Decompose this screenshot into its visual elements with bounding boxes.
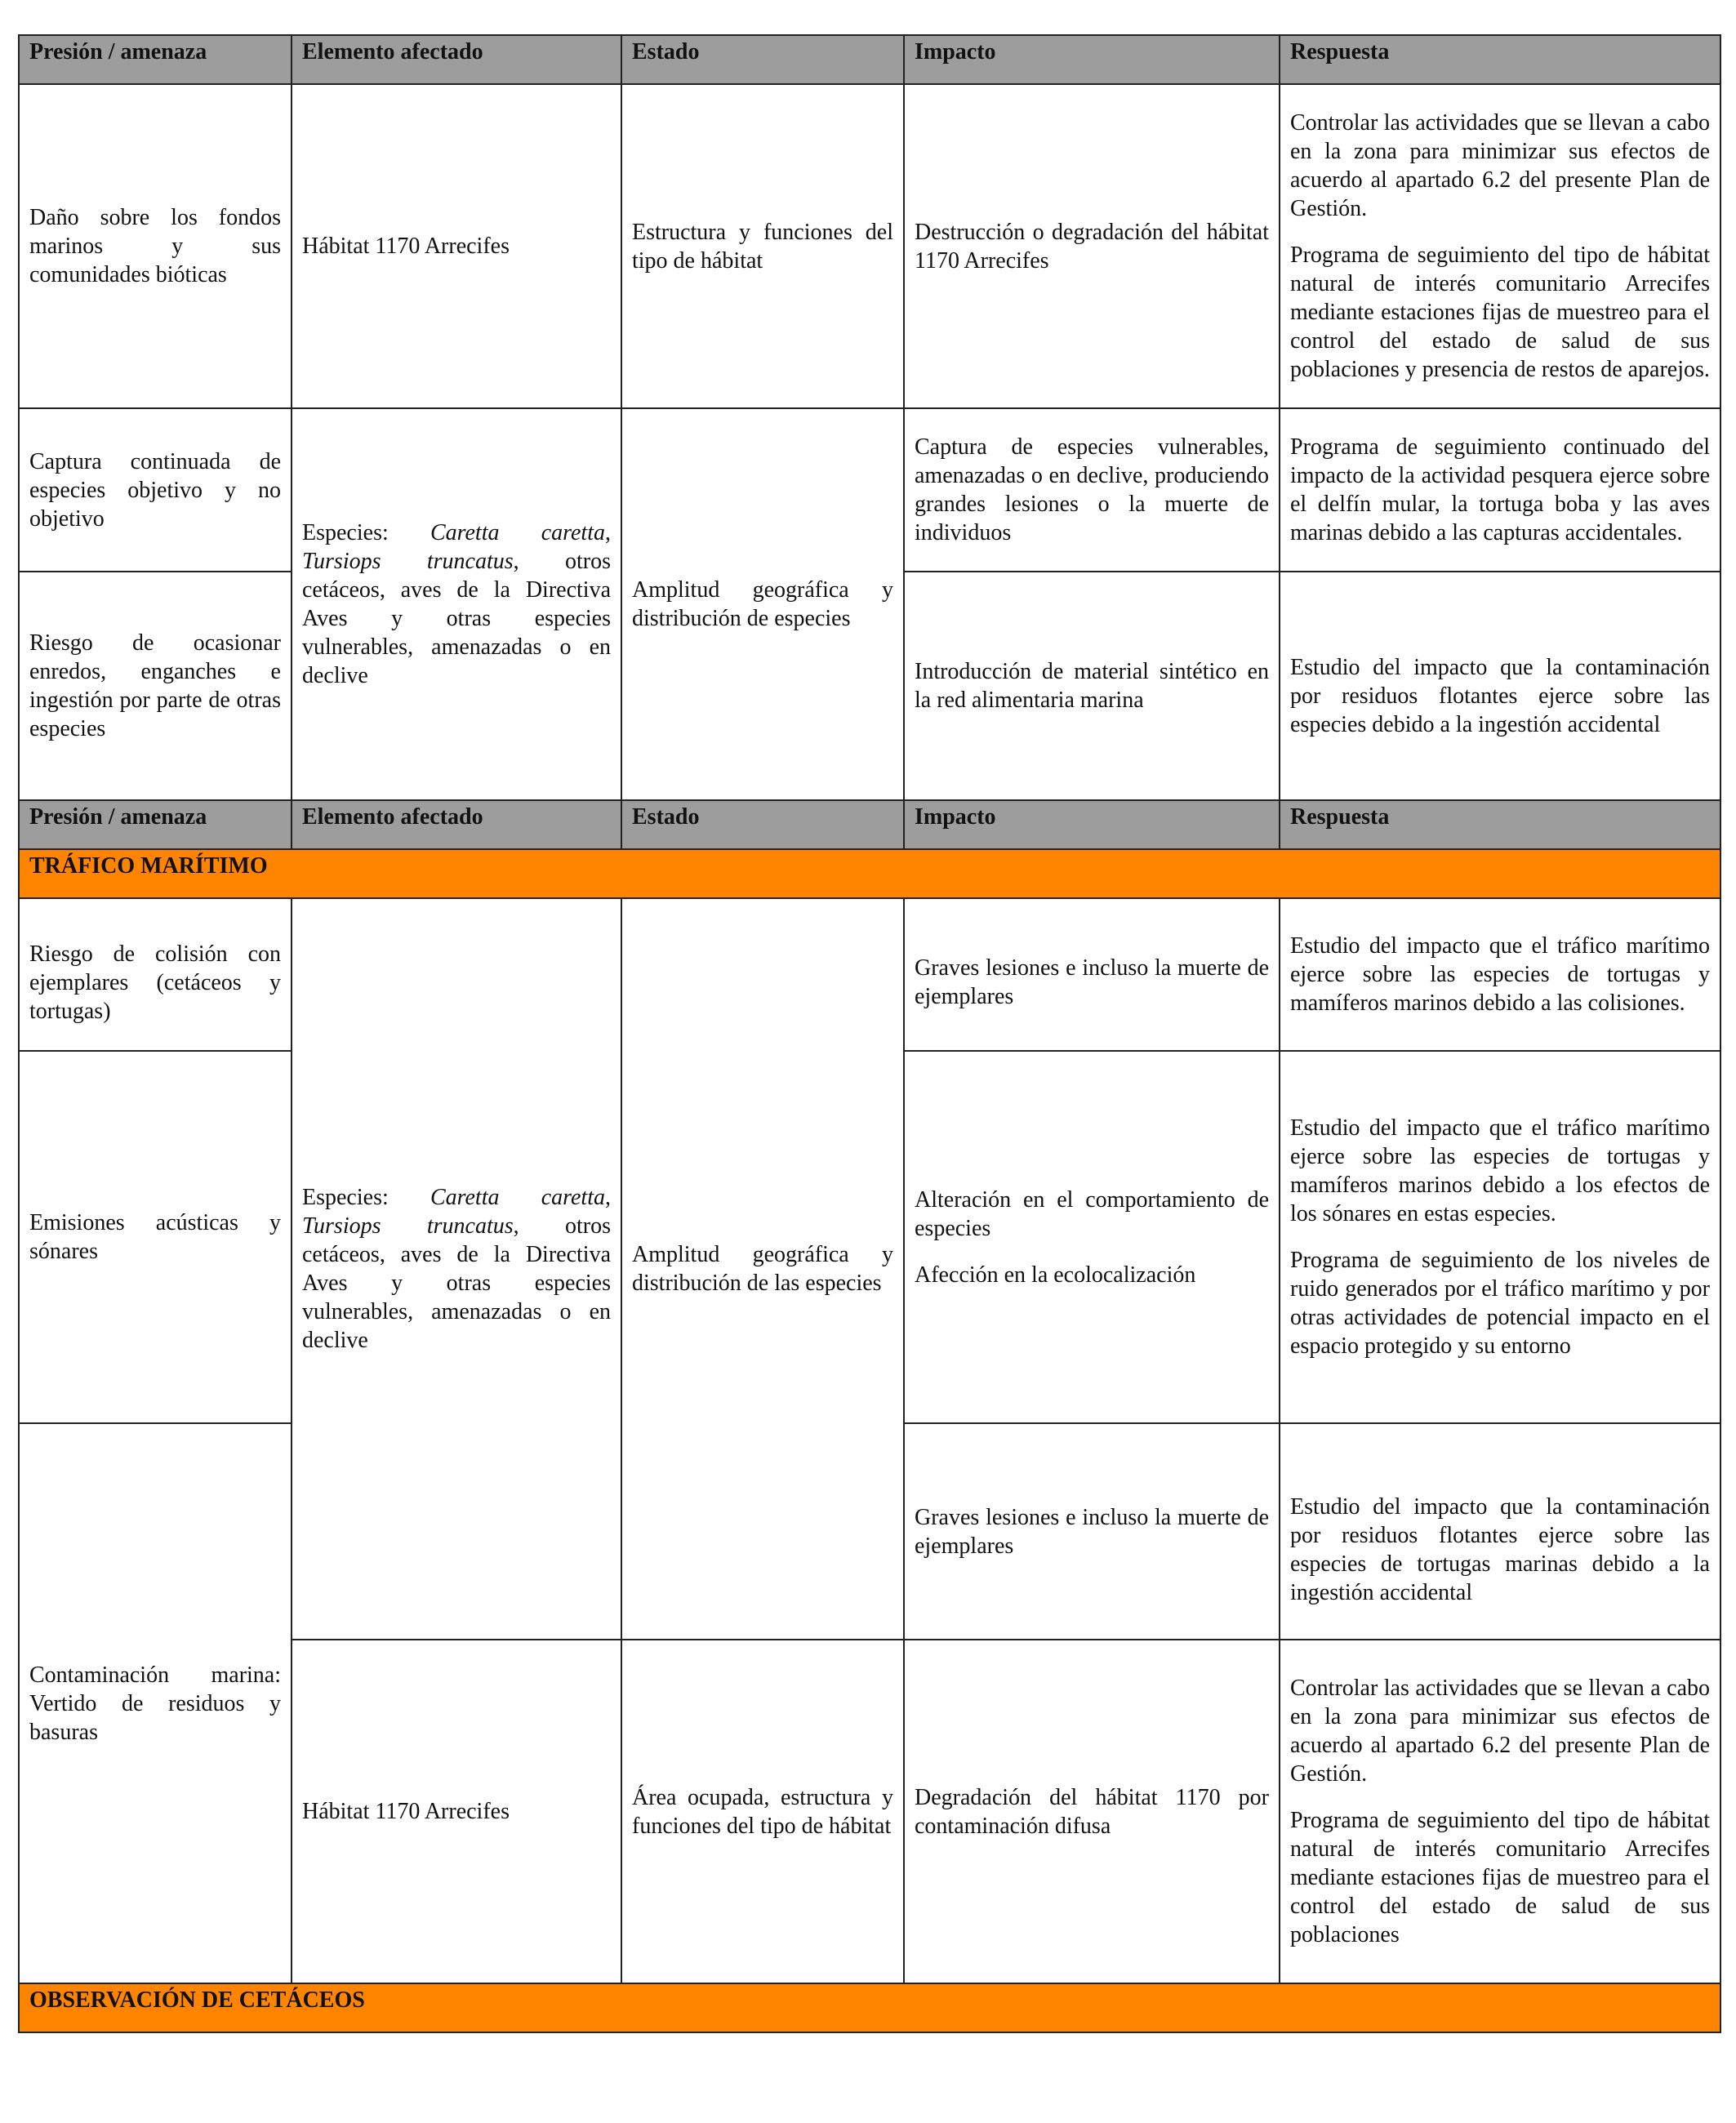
especies-prefix: Especies: (302, 1185, 430, 1210)
elemento-cell (292, 898, 621, 1640)
species-name: Tursiops truncatus (302, 549, 514, 574)
table-header-row (19, 800, 1720, 849)
especies-suffix: , otros cetáceos, aves de la Directiva Aves y otras especies vulnerables, amenazadas o en declive (302, 1213, 611, 1353)
header-respuesta: Respuesta (1280, 35, 1720, 84)
header-impacto: Impacto (904, 800, 1280, 849)
elemento-cell: Hábitat 1170 Arrecifes (292, 1640, 621, 1983)
species-name: Caretta caretta (430, 520, 605, 545)
presion-cell: Daño sobre los fondos marinos y sus comunidades bióticas (19, 84, 292, 408)
respuesta-paragraph: Estudio del impacto que el tráfico marítimo ejerce sobre las especies de tortugas y mamíferos marinos debido a los efectos de los sónares en estas especies. (1290, 1115, 1710, 1226)
impacto-cell: Graves lesiones e incluso la muerte de ejemplares (904, 898, 1280, 1051)
table-row (19, 84, 1720, 408)
header-impacto: Impacto (904, 35, 1280, 84)
elemento-cell (292, 408, 621, 800)
table-header-row (19, 35, 1720, 84)
estado-cell: Amplitud geográfica y distribución de las especies (621, 898, 904, 1640)
presion-cell: Riesgo de colisión con ejemplares (cetáceos y tortugas) (19, 898, 292, 1051)
table-row (19, 898, 1720, 1051)
respuesta-cell (1280, 84, 1720, 408)
respuesta-paragraph: Controlar las actividades que se llevan a cabo en la zona para minimizar sus efectos de acuerdo al apartado 6.2 del presente Plan de Gestión. (1290, 110, 1710, 221)
respuesta-cell (1280, 1640, 1720, 1983)
especies-suffix: , otros cetáceos, aves de la Directiva Aves y otras especies vulnerables, amenazadas o en declive (302, 549, 611, 688)
presion-cell: Captura continuada de especies objetivo y no objetivo (19, 408, 292, 572)
respuesta-cell (1280, 1051, 1720, 1423)
impacto-cell: Captura de especies vulnerables, amenazadas o en declive, produciendo grandes lesiones o la muerte de individuos (904, 408, 1280, 572)
impacto-paragraph: Afección en la ecolocalización (915, 1262, 1196, 1288)
header-respuesta: Respuesta (1280, 800, 1720, 849)
respuesta-paragraph: Controlar las actividades que se llevan a cabo en la zona para minimizar sus efectos de acuerdo al apartado 6.2 del presente Plan de Gestión. (1290, 1676, 1710, 1787)
respuesta-cell: Programa de seguimiento continuado del impacto de la actividad pesquera ejerce sobre el delfín mular, la tortuga boba y las aves marinas debido a las capturas accidentales. (1280, 408, 1720, 572)
respuesta-paragraph: Programa de seguimiento de los niveles de ruido generados por el tráfico marítimo y por otras actividades de potencial impacto en el espacio protegido y su entorno (1290, 1248, 1710, 1359)
section-title-observacion: OBSERVACIÓN DE CETÁCEOS (19, 1983, 1720, 2032)
respuesta-cell: Estudio del impacto que el tráfico marítimo ejerce sobre las especies de tortugas y mamíferos marinos debido a las colisiones. (1280, 898, 1720, 1051)
header-presion: Presión / amenaza (19, 800, 292, 849)
impacto-paragraph: Alteración en el comportamiento de especies (915, 1186, 1269, 1241)
section-row (19, 849, 1720, 898)
especies-prefix: Especies: (302, 520, 430, 545)
elemento-cell: Hábitat 1170 Arrecifes (292, 84, 621, 408)
estado-cell: Área ocupada, estructura y funciones del tipo de hábitat (621, 1640, 904, 1983)
header-estado: Estado (621, 35, 904, 84)
header-elemento: Elemento afectado (292, 800, 621, 849)
presion-cell: Riesgo de ocasionar enredos, enganches e ingestión por parte de otras especies (19, 572, 292, 800)
estado-cell: Amplitud geográfica y distribución de especies (621, 408, 904, 800)
impacto-cell: Graves lesiones e incluso la muerte de ejemplares (904, 1423, 1280, 1640)
header-estado: Estado (621, 800, 904, 849)
presion-cell: Contaminación marina: Vertido de residuos y basuras (19, 1423, 292, 1983)
species-name: Tursiops truncatus (302, 1213, 514, 1239)
impacto-cell: Destrucción o degradación del hábitat 1170 Arrecifes (904, 84, 1280, 408)
section-title-trafico: TRÁFICO MARÍTIMO (19, 849, 1720, 898)
especies-sep: , (605, 1185, 611, 1210)
respuesta-cell: Estudio del impacto que la contaminación por residuos flotantes ejerce sobre las especies debido a la ingestión accidental (1280, 572, 1720, 800)
estado-cell: Estructura y funciones del tipo de hábitat (621, 84, 904, 408)
especies-sep: , (605, 520, 611, 545)
impacto-cell: Degradación del hábitat 1170 por contaminación difusa (904, 1640, 1280, 1983)
section-row (19, 1983, 1720, 2032)
pressure-response-table (18, 34, 1721, 2033)
header-elemento: Elemento afectado (292, 35, 621, 84)
presion-cell: Emisiones acústicas y sónares (19, 1051, 292, 1423)
respuesta-paragraph: Programa de seguimiento del tipo de hábitat natural de interés comunitario Arrecifes mediante estaciones fijas de muestreo para el control del estado de salud de sus poblaciones y presencia de restos de aparejos. (1290, 243, 1710, 382)
impacto-cell: Introducción de material sintético en la red alimentaria marina (904, 572, 1280, 800)
table-row (19, 408, 1720, 572)
respuesta-cell: Estudio del impacto que la contaminación por residuos flotantes ejerce sobre las especies de tortugas marinas debido a la ingestión accidental (1280, 1423, 1720, 1640)
header-presion: Presión / amenaza (19, 35, 292, 84)
species-name: Caretta caretta (430, 1185, 605, 1210)
respuesta-paragraph: Programa de seguimiento del tipo de hábitat natural de interés comunitario Arrecifes mediante estaciones fijas de muestreo para el control del estado de salud de sus poblaciones (1290, 1808, 1710, 1947)
impacto-cell (904, 1051, 1280, 1423)
